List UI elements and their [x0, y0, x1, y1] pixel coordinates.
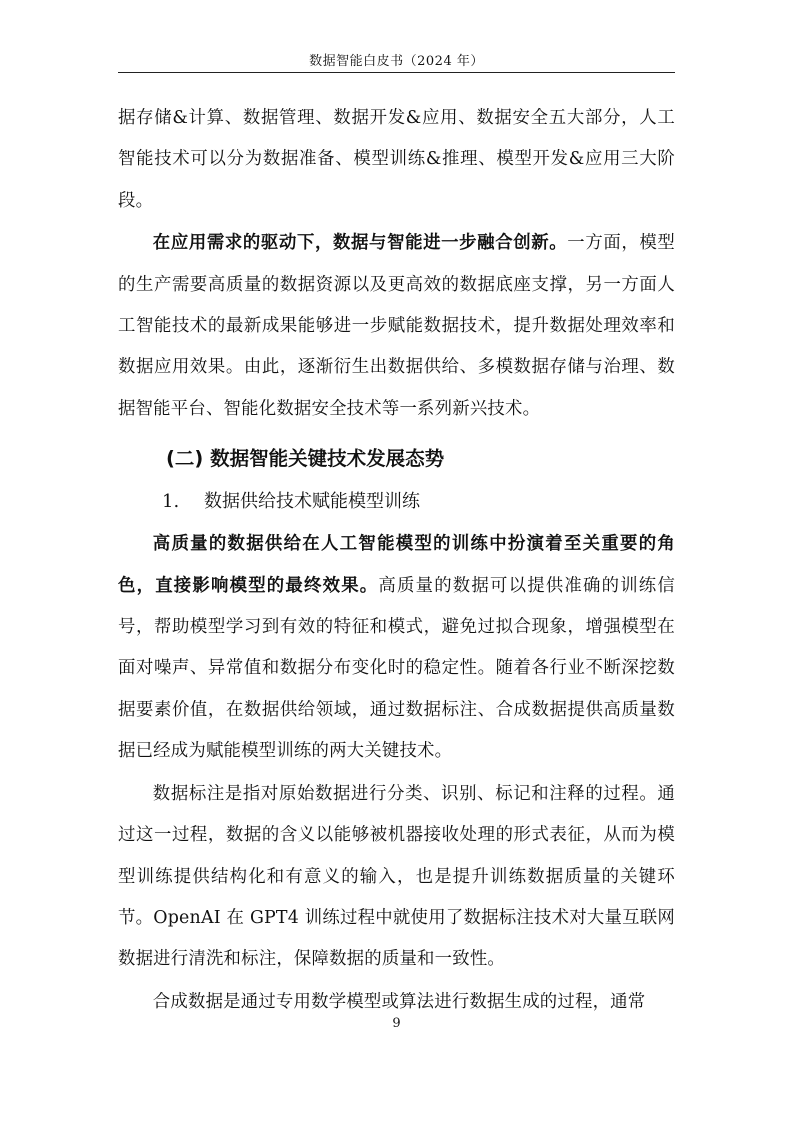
- paragraph: [118, 223, 675, 430]
- paragraph: [118, 524, 675, 772]
- document-body: [118, 98, 675, 1024]
- paragraph-text: 合成数据是通过专用数学模型或算法进行数据生成的过程，通常: [152, 991, 646, 1012]
- paragraph-text: 高质量的数据可以提供准确的训练信号，帮助模型学习到有效的特征和模式，避免过拟合现象，增强模型在面对噪声、异常值和数据分布变化时的稳定性。随着各行业不断深挖数据要素价值，在数据供给领域，通过数据标注、合成数据提供高质量数据已经成为赋能模型训练的两大关键技术。: [118, 575, 675, 762]
- paragraph-lead: 在应用需求的驱动下，数据与智能进一步融合创新。: [152, 233, 568, 254]
- header-rule: [118, 72, 675, 73]
- subsection-title: 数据供给技术赋能模型训练: [204, 491, 420, 513]
- page-number: 9: [392, 1016, 401, 1031]
- section-heading: (二) 数据智能关键技术发展态势: [166, 447, 445, 471]
- paragraph-lead: 高质量的数据供给在人工智能模型的训练中扮演着至关重要的角色，直接影响模型的最终效果。: [118, 534, 675, 596]
- subsection-number: 1.: [162, 491, 180, 513]
- running-header: 数据智能白皮书（2024 年）: [309, 54, 484, 69]
- paragraph: [118, 98, 675, 222]
- paragraph-text: 一方面，模型的生产需要高质量的数据资源以及更高效的数据底座支撑，另一方面人工智能技术的最新成果能够进一步赋能数据技术，提升数据处理效率和数据应用效果。由此，逐渐衍生出数据供给、多模数据存储与治理、数据智能平台、智能化数据安全技术等一系列新兴技术。: [118, 233, 675, 419]
- paragraph: [118, 774, 675, 981]
- paragraph-text: 据存储&计算、数据管理、数据开发&应用、数据安全五大部分，人工智能技术可以分为数据准备、模型训练&推理、模型开发&应用三大阶段。: [118, 108, 675, 211]
- paragraph-text: 数据标注是指对原始数据进行分类、识别、标记和注释的过程。通过这一过程，数据的含义以能够被机器接收处理的形式表征，从而为模型训练提供结构化和有意义的输入，也是提升训练数据质量的关键环节。OpenAI 在 GPT4 训练过程中就使用了数据标注技术对大量互联网数据进行清洗和标注，保障数据的质量和一致性。: [118, 783, 675, 970]
- subsection-heading: [118, 480, 675, 524]
